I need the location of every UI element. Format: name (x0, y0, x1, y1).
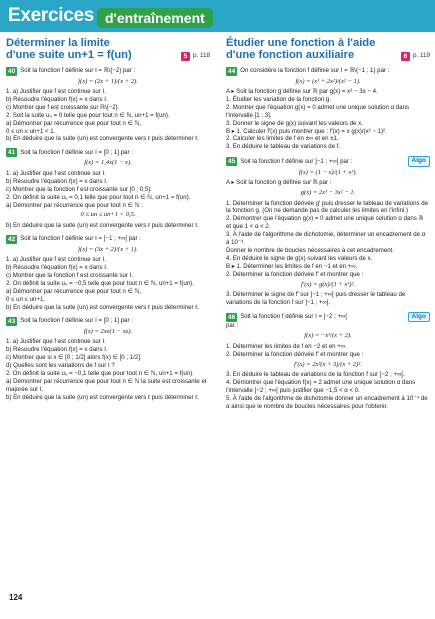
exercise-statement: Soit la fonction f définie sur I = ]−1 ; +∞[ par : (20, 235, 141, 243)
question: 1. a) Justifier que f est continue sur I. (6, 256, 106, 264)
question: 1. a) Justifier que f est continue sur I. (6, 169, 106, 177)
question: 2. Déterminer la fonction dérivée f′ et montrer que : (226, 270, 364, 278)
section-title-line2: d'une fonction auxiliaire (226, 48, 355, 61)
section-title-line1: Déterminer la limite (6, 37, 110, 49)
section-title-line1: Étudier une fonction à l'aide (226, 37, 376, 49)
exercise-number: 46 (228, 313, 236, 321)
question: 4. En déduire le signe de g(x) suivant les valeurs de x. (226, 255, 373, 262)
question: 2. On définit la suite u₀ = −0,1 telle que pour tout n ∈ ℕ, un+1 = f(un). (6, 369, 194, 377)
question: 1. Étudier les variation de la fonction g. (226, 95, 332, 103)
question: 2. Démontrer que l'équation g(x) = 0 admet une unique solution α dans ℝ et que 1 < α < 2. (226, 215, 424, 231)
question: 2. Déterminer la fonction dérivée f′ et montrer que : (226, 350, 364, 358)
formula: f(x) = 2xe(1 − xe). (83, 327, 133, 335)
question: 2. Calculer les limites de f en ±∞ et en ±1. (226, 135, 339, 143)
section-title-line2: d'une suite un+1 = f(un) (6, 48, 132, 61)
banner-subtitle-pill: d'entraînement (97, 8, 213, 28)
question: A ▸ Soit la fonction g définie sur ℝ par g(x) = x³ − 3x − 4. (226, 87, 378, 95)
exercise-statement: Soit la fonction f définie sur I = ℝ\{−2} par : (20, 67, 136, 75)
question: d) Quelles sont les variations de f sur I ? (6, 361, 115, 369)
question: a) Démontrer par récurrence que pour tout n ∈ ℕ, (6, 287, 142, 295)
formula: f(x) = (x³ + 2x²)/(x² − 1). (295, 77, 361, 85)
question: 2. Soit la suite u₀ = 0 telle que pour tout n ∈ ℕ, un+1 = f(un). (6, 111, 170, 119)
exercise-block (6, 235, 210, 312)
question: b) Résoudre l'équation f(x) = x dans I. (6, 264, 108, 272)
exercise-number: 44 (228, 67, 236, 75)
question: B ▸ 1. Déterminer les limites de f en −1 et en +∞. (226, 262, 358, 270)
header-banner (0, 0, 435, 32)
exercise-statement: Soit la fonction f définie sur ]−1 ; +∞[ par : (240, 157, 353, 165)
question: c) Montrer que la fonction f est croissante sur [0 ; 0,5]. (6, 185, 152, 193)
exercise-number: 41 (8, 149, 16, 157)
question: b) En déduire que la suite (un) est convergente vers ℓ puis déterminer ℓ. (6, 303, 199, 311)
exercise-statement: Soit la fonction f définie sur I = ]−2 ; +∞[ (240, 313, 348, 321)
question: b) Résoudre l'équation f(x) = x dans I. (6, 95, 108, 103)
question: b) En déduire que la suite (un) est convergente vers ℓ puis déterminer ℓ. (6, 221, 199, 229)
question: A ▸ Soit la fonction g définie sur ℝ par : (226, 179, 332, 187)
question: 5. À l'aide de l'algorithme de dichotomie donner un encadrement à 10⁻⁴ de α ainsi que le nombre de boucles nécessaires pour l'obtenir. (226, 394, 428, 410)
exercise-number: 45 (228, 158, 236, 166)
left-column (6, 38, 210, 402)
ref-page-link[interactable]: p. 118 (192, 51, 210, 59)
formula: f(x) = (2x + 1)/(x + 2). (78, 77, 138, 85)
exercise-block (6, 67, 210, 144)
formula: 0 ≤ un ≤ un+1 < 0,5. (80, 211, 136, 219)
question: c) Montrer que f est croissante sur ℝ\{−2}. (6, 103, 120, 111)
question: 1. a) Justifier que f est continue sur I. (6, 87, 106, 95)
question: b) Résoudre l'équation f(x) = x dans I. (6, 177, 108, 185)
question: 1. a) Justifier que f est continue sur I. (6, 338, 106, 346)
ref-page-link[interactable]: p. 119 (412, 51, 430, 59)
question: 1. Déterminer les limites de f en −2 et en +∞. (226, 342, 347, 350)
section-title-right (226, 38, 430, 62)
question: a) Démontrer par récurrence que pour tout n ∈ ℕ la suite est croissante et majorée sur I. (6, 377, 207, 393)
question: 3. En déduire le tableau de variations de la fonction f sur ]−2 ; +∞[. (226, 371, 405, 379)
question: Donner le nombre de boucles nécessaires à cet encadrement. (226, 247, 395, 255)
formula: f′(x) = 2x²(x + 3)/(x + 2)². (294, 360, 362, 368)
exercise-block (226, 156, 430, 307)
question: c) Montrer que si x ∈ [0 ; 1/2] alors f(x) ∈ [0 ; 1/2]. (6, 353, 142, 361)
question: b) En déduire que la suite (un) est convergente vers ℓ puis déterminer ℓ. (6, 393, 199, 401)
page-number: 124 (9, 592, 23, 602)
algo-badge[interactable]: Algo (408, 312, 430, 322)
formula: f(x) = (3x + 2)/(x + 1). (78, 245, 138, 253)
question: 3. Déterminer le signe de f′ sur ]−1 ; +∞[ puis dresser le tableau de variations de la fonction f sur ]−1 ; +∞[. (226, 291, 406, 307)
question: 2. On définit la suite u₀ = −0,5 telle que pour tout n ∈ ℕ, un+1 = f(un). (6, 280, 194, 287)
ref-number-badge: 5 (181, 52, 190, 61)
question: 2. Montrer que l'équation g(x) = 0 admet une unique solution α dans l'intervalle [1 ; 3]. (226, 103, 410, 119)
formula: g(x) = 2x³ − 3x² − 1. (300, 189, 356, 197)
question: par : (226, 322, 239, 330)
exercise-number: 42 (8, 235, 16, 243)
question: 2. On définit la suite u₀ = 0,1 telle que pour tout n ∈ ℕ, un+1 = f(un). (6, 193, 191, 201)
question: 3. En déduire le tableau de variations de f. (226, 143, 341, 151)
exercise-number: 43 (8, 317, 16, 325)
question: b) En déduire que la suite (un) est convergente vers ℓ puis déterminer ℓ. (6, 135, 199, 143)
question: b) Résoudre l'équation f(x) = x dans I. (6, 346, 108, 354)
formula: f(x) = 1,4x(1 − x). (84, 159, 132, 167)
section-title-left (6, 38, 210, 62)
question: 3. À l'aide de l'algorithme de dichotomie, déterminer un encadrement de α à 10⁻³. (226, 231, 426, 247)
question: a) Démontrer par récurrence que pour tout n ∈ ℕ, (6, 119, 142, 127)
exercise-block (6, 317, 210, 402)
section-ref[interactable] (181, 52, 210, 61)
question: 0 ≤ un ≤ un+1 < 1. (6, 127, 56, 135)
algo-badge[interactable]: Algo (408, 156, 430, 166)
right-column (226, 38, 430, 411)
exercise-block (6, 148, 210, 229)
ref-number-badge: 6 (401, 52, 410, 61)
exercise-statement: On considère la fonction f définie sur I = ℝ\{−1 ; 1} par : (240, 67, 390, 75)
question: a) Démontrer par récurrence que pour tout n ∈ ℕ : (6, 201, 143, 209)
question: 1. Déterminer la fonction dérivée g′ puis dresser le tableau de variations de la fonction g. (On ne demande pas de calculer les limites en l'infini.) (226, 199, 429, 215)
exercise-number: 40 (8, 67, 16, 75)
formula: f′(x) = g(x)/(1 + x³)². (301, 280, 355, 288)
banner-title: Exercices (8, 5, 95, 26)
question: 0 ≤ un ≤ un+1. (6, 295, 46, 303)
exercise-statement: Soit la fonction f définie sur I = [0 ; 1] par : (20, 148, 133, 156)
exercise-block (226, 312, 430, 411)
question: 4. Démontrer que l'équation f(x) = 2 admet une unique solution α dans l'intervalle ]−2 ; +∞[ puis justifier que −1,5 < α < 0. (226, 379, 416, 394)
formula: f(x) = −x³/(x + 2). (304, 332, 352, 340)
formula: f(x) = (1 − x)/(1 + x³). (298, 168, 358, 176)
section-ref[interactable] (401, 52, 430, 61)
question: B ▸ 1. Calculer f′(x) puis montrer que : f′(x) = x g(x)/(x² − 1)². (226, 127, 387, 135)
exercise-block (226, 67, 430, 152)
question: 3. Donner le signe de g(x) suivant les valeurs de x. (226, 119, 363, 127)
exercise-statement: Soit la fonction f définie sur I = [0 ; 1] par : (20, 317, 133, 325)
question: c) Montrer que la fonction f est croissante sur I. (6, 272, 134, 280)
